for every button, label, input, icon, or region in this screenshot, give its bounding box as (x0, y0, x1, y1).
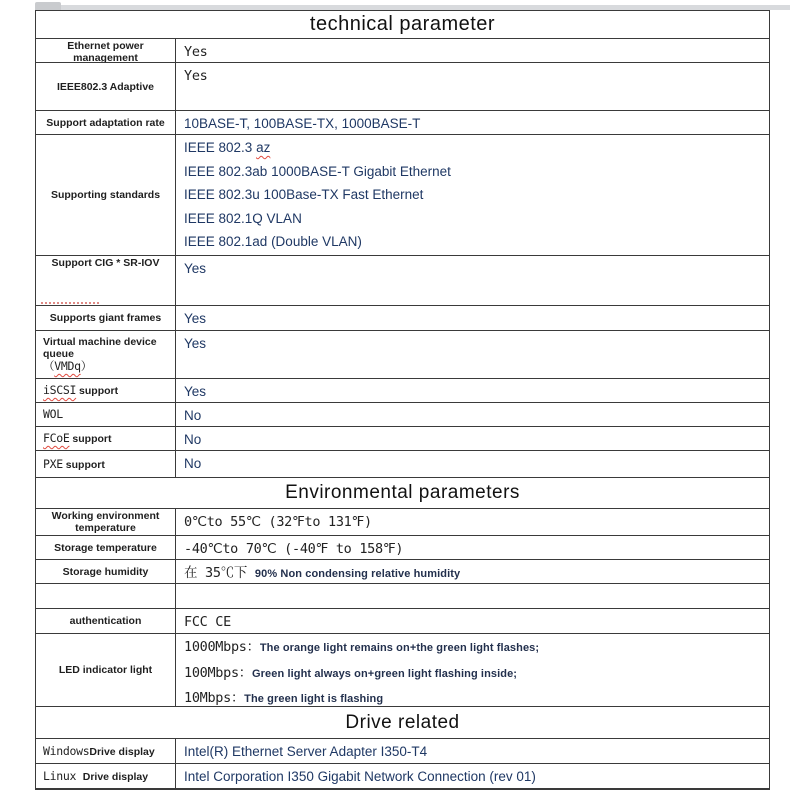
text-segment: IEEE802.3 Adaptive (56, 80, 155, 93)
value-line (184, 610, 767, 634)
section-header-label (36, 707, 769, 738)
row-authentication (36, 609, 769, 634)
row-value (176, 536, 769, 559)
text-segment: The green light is flashing (244, 693, 384, 705)
value-line (184, 740, 767, 764)
row-storage-humidity (36, 560, 769, 584)
row-storage-temperature (36, 536, 769, 560)
value-line (184, 404, 767, 427)
label-line (43, 408, 63, 421)
row-label (36, 111, 176, 134)
text-segment: No (184, 456, 202, 471)
label-line (50, 312, 161, 324)
row-value (176, 739, 769, 763)
text-segment: Yes (184, 261, 207, 276)
text-segment: Green light always on+green light flashing inside; (252, 667, 518, 680)
row-value (176, 634, 769, 706)
text-segment: iSCSI (43, 383, 77, 397)
value-line (184, 661, 767, 687)
row-label (36, 509, 176, 535)
row-value (176, 379, 769, 402)
value-line (184, 64, 767, 89)
text-segment: 10Mbps： (184, 690, 245, 706)
row-vmdq (36, 331, 769, 379)
label-line (43, 770, 148, 783)
text-segment: VMDq (54, 359, 81, 373)
row-label (36, 584, 176, 608)
text-segment: 100Mbps： (184, 664, 252, 681)
row-label (36, 536, 176, 559)
row-value (176, 331, 769, 378)
text-segment: technical parameter (309, 13, 496, 35)
text-segment: Virtual machine device queue (43, 336, 157, 360)
value-line (184, 307, 767, 331)
text-segment: authentication (69, 615, 142, 627)
text-segment: Windows (43, 743, 90, 758)
row-label (36, 403, 176, 426)
value-line (184, 230, 767, 254)
row-value (176, 403, 769, 426)
row-label (36, 39, 176, 62)
text-segment: LED indicator light (58, 664, 153, 676)
row-label (36, 331, 176, 378)
section-header-label (36, 478, 769, 508)
text-segment: Intel Corporation I350 Gigabit Network Connection (rev 01) (184, 769, 536, 784)
page-title (36, 11, 769, 38)
spec-table (35, 10, 770, 790)
row-fcoe-support (36, 427, 769, 451)
text-segment: IEEE 802.3u 100Base-TX Fast Ethernet (184, 187, 424, 202)
text-segment: 0℃to 55℃ (32℉to 131℉) (184, 514, 372, 530)
value-line (184, 510, 767, 535)
text-segment: Yes (184, 336, 207, 351)
text-segment: 90% Non condensing relative humidity (254, 568, 461, 580)
text-segment: Yes (184, 44, 208, 60)
text-segment: Supports giant frames (49, 312, 162, 324)
row-windows-drive-display (36, 739, 769, 764)
label-line (51, 189, 160, 201)
row-value (176, 609, 769, 633)
row-value (176, 451, 769, 477)
text-segment: Linux (43, 768, 83, 783)
text-segment: Intel(R) Ethernet Server Adapter I350-T4 (184, 744, 428, 759)
row-label (36, 764, 176, 788)
row-value (176, 111, 769, 134)
label-line (43, 745, 155, 758)
text-segment: Yes (184, 311, 207, 326)
text-segment: IEEE 802.1ad (Double VLAN) (184, 234, 362, 249)
row-empty (36, 584, 769, 609)
value-line (184, 561, 767, 584)
row-label (36, 739, 176, 763)
section-environmental-parameters (36, 478, 769, 509)
label-line (70, 615, 142, 627)
value-line (184, 635, 767, 661)
label-line (43, 432, 112, 445)
row-label (36, 609, 176, 633)
text-segment: PXE (43, 456, 63, 471)
row-working-environment-temperature (36, 509, 769, 536)
row-support-cig-sr-iov (36, 256, 769, 306)
row-label (36, 379, 176, 402)
row-value (176, 509, 769, 535)
row-label (36, 256, 176, 305)
text-segment: Ethernet power management (67, 40, 144, 63)
row-value (176, 39, 769, 62)
row-label (36, 306, 176, 330)
text-segment: WOL (43, 407, 63, 421)
value-line (184, 380, 767, 403)
row-value (176, 135, 769, 255)
row-wol (36, 403, 769, 427)
label-line (43, 336, 172, 360)
value-line (184, 537, 767, 560)
row-label (36, 427, 176, 450)
value-line (184, 686, 767, 707)
text-segment: IEEE 802.3 (184, 140, 257, 155)
label-line (43, 458, 105, 471)
value-line (184, 765, 767, 789)
label-line (57, 81, 154, 93)
text-segment: FCC CE (184, 614, 231, 630)
text-segment: temperature (75, 522, 136, 534)
text-segment: The orange light remains on+the green light flashes; (259, 642, 540, 654)
window-edge-tab (35, 2, 61, 10)
row-label (36, 135, 176, 255)
row-value (176, 584, 769, 608)
label-line (75, 522, 136, 534)
text-segment: Yes (184, 68, 208, 84)
text-segment: 在 35℃下 (184, 565, 255, 581)
row-label (36, 63, 176, 110)
label-line (46, 117, 164, 129)
spellcheck-dotted-line (41, 298, 99, 304)
value-line (184, 257, 767, 281)
value-line (184, 160, 767, 184)
value-line (184, 183, 767, 207)
row-linux-drive-display (36, 764, 769, 789)
value-line (184, 112, 767, 135)
row-pxe-support (36, 451, 769, 478)
row-led-indicator-light (36, 634, 769, 707)
text-segment: No (184, 432, 202, 447)
label-line (43, 384, 118, 397)
row-ieee8023-adaptive (36, 63, 769, 111)
text-segment: FCoE (43, 431, 70, 445)
text-segment: 1000Mbps： (184, 639, 260, 655)
row-value (176, 256, 769, 305)
text-segment: support (62, 458, 105, 471)
text-segment: Yes (184, 384, 207, 399)
row-value (176, 560, 769, 583)
text-segment: Drive related (345, 711, 460, 733)
label-line (52, 510, 160, 522)
label-line (63, 566, 149, 578)
text-segment: Working environment (51, 510, 160, 522)
row-value (176, 427, 769, 450)
label-line (39, 40, 172, 61)
value-line (184, 40, 767, 63)
text-segment: Drive display (89, 745, 155, 758)
text-segment: support (69, 433, 112, 445)
text-segment: IEEE 802.1Q VLAN (184, 210, 302, 226)
text-segment: Storage temperature (54, 541, 157, 554)
label-line (59, 664, 152, 676)
table-title (36, 11, 769, 39)
row-ethernet-power-management (36, 39, 769, 63)
row-value (176, 764, 769, 788)
value-line (184, 207, 767, 231)
value-line (184, 452, 767, 476)
row-label (36, 451, 176, 477)
row-label (36, 560, 176, 583)
row-support-adaptation-rate (36, 111, 769, 135)
label-line (52, 257, 160, 269)
text-segment: Supporting standards (50, 189, 161, 201)
row-supports-giant-frames (36, 306, 769, 331)
text-segment: IEEE 802.3ab 1000BASE-T Gigabit Ethernet (184, 163, 451, 179)
text-segment: -40℃to 70℃ (-40℉ to 158℉) (184, 541, 404, 557)
value-line (184, 332, 767, 356)
text-segment: ） (80, 359, 92, 373)
text-segment: Support CIG * SR-IOV (51, 257, 160, 269)
row-supporting-standards (36, 135, 769, 256)
text-segment: 10BASE-T, 100BASE-TX, 1000BASE-T (184, 116, 421, 131)
text-segment: Drive display (82, 770, 149, 783)
text-segment: （ (43, 359, 55, 373)
text-segment: az (256, 140, 271, 155)
text-segment: Environmental parameters (285, 482, 520, 503)
row-value (176, 306, 769, 330)
text-segment: Support adaptation rate (46, 116, 165, 129)
text-segment: support (76, 385, 119, 397)
text-segment: No (184, 408, 202, 423)
text-segment: Storage humidity (62, 565, 149, 578)
value-line (184, 428, 767, 451)
row-iscsi-support (36, 379, 769, 403)
label-line (43, 360, 92, 373)
label-line (54, 542, 157, 554)
row-label (36, 634, 176, 706)
row-value (176, 63, 769, 110)
value-line (184, 136, 767, 160)
section-drive-related (36, 707, 769, 739)
